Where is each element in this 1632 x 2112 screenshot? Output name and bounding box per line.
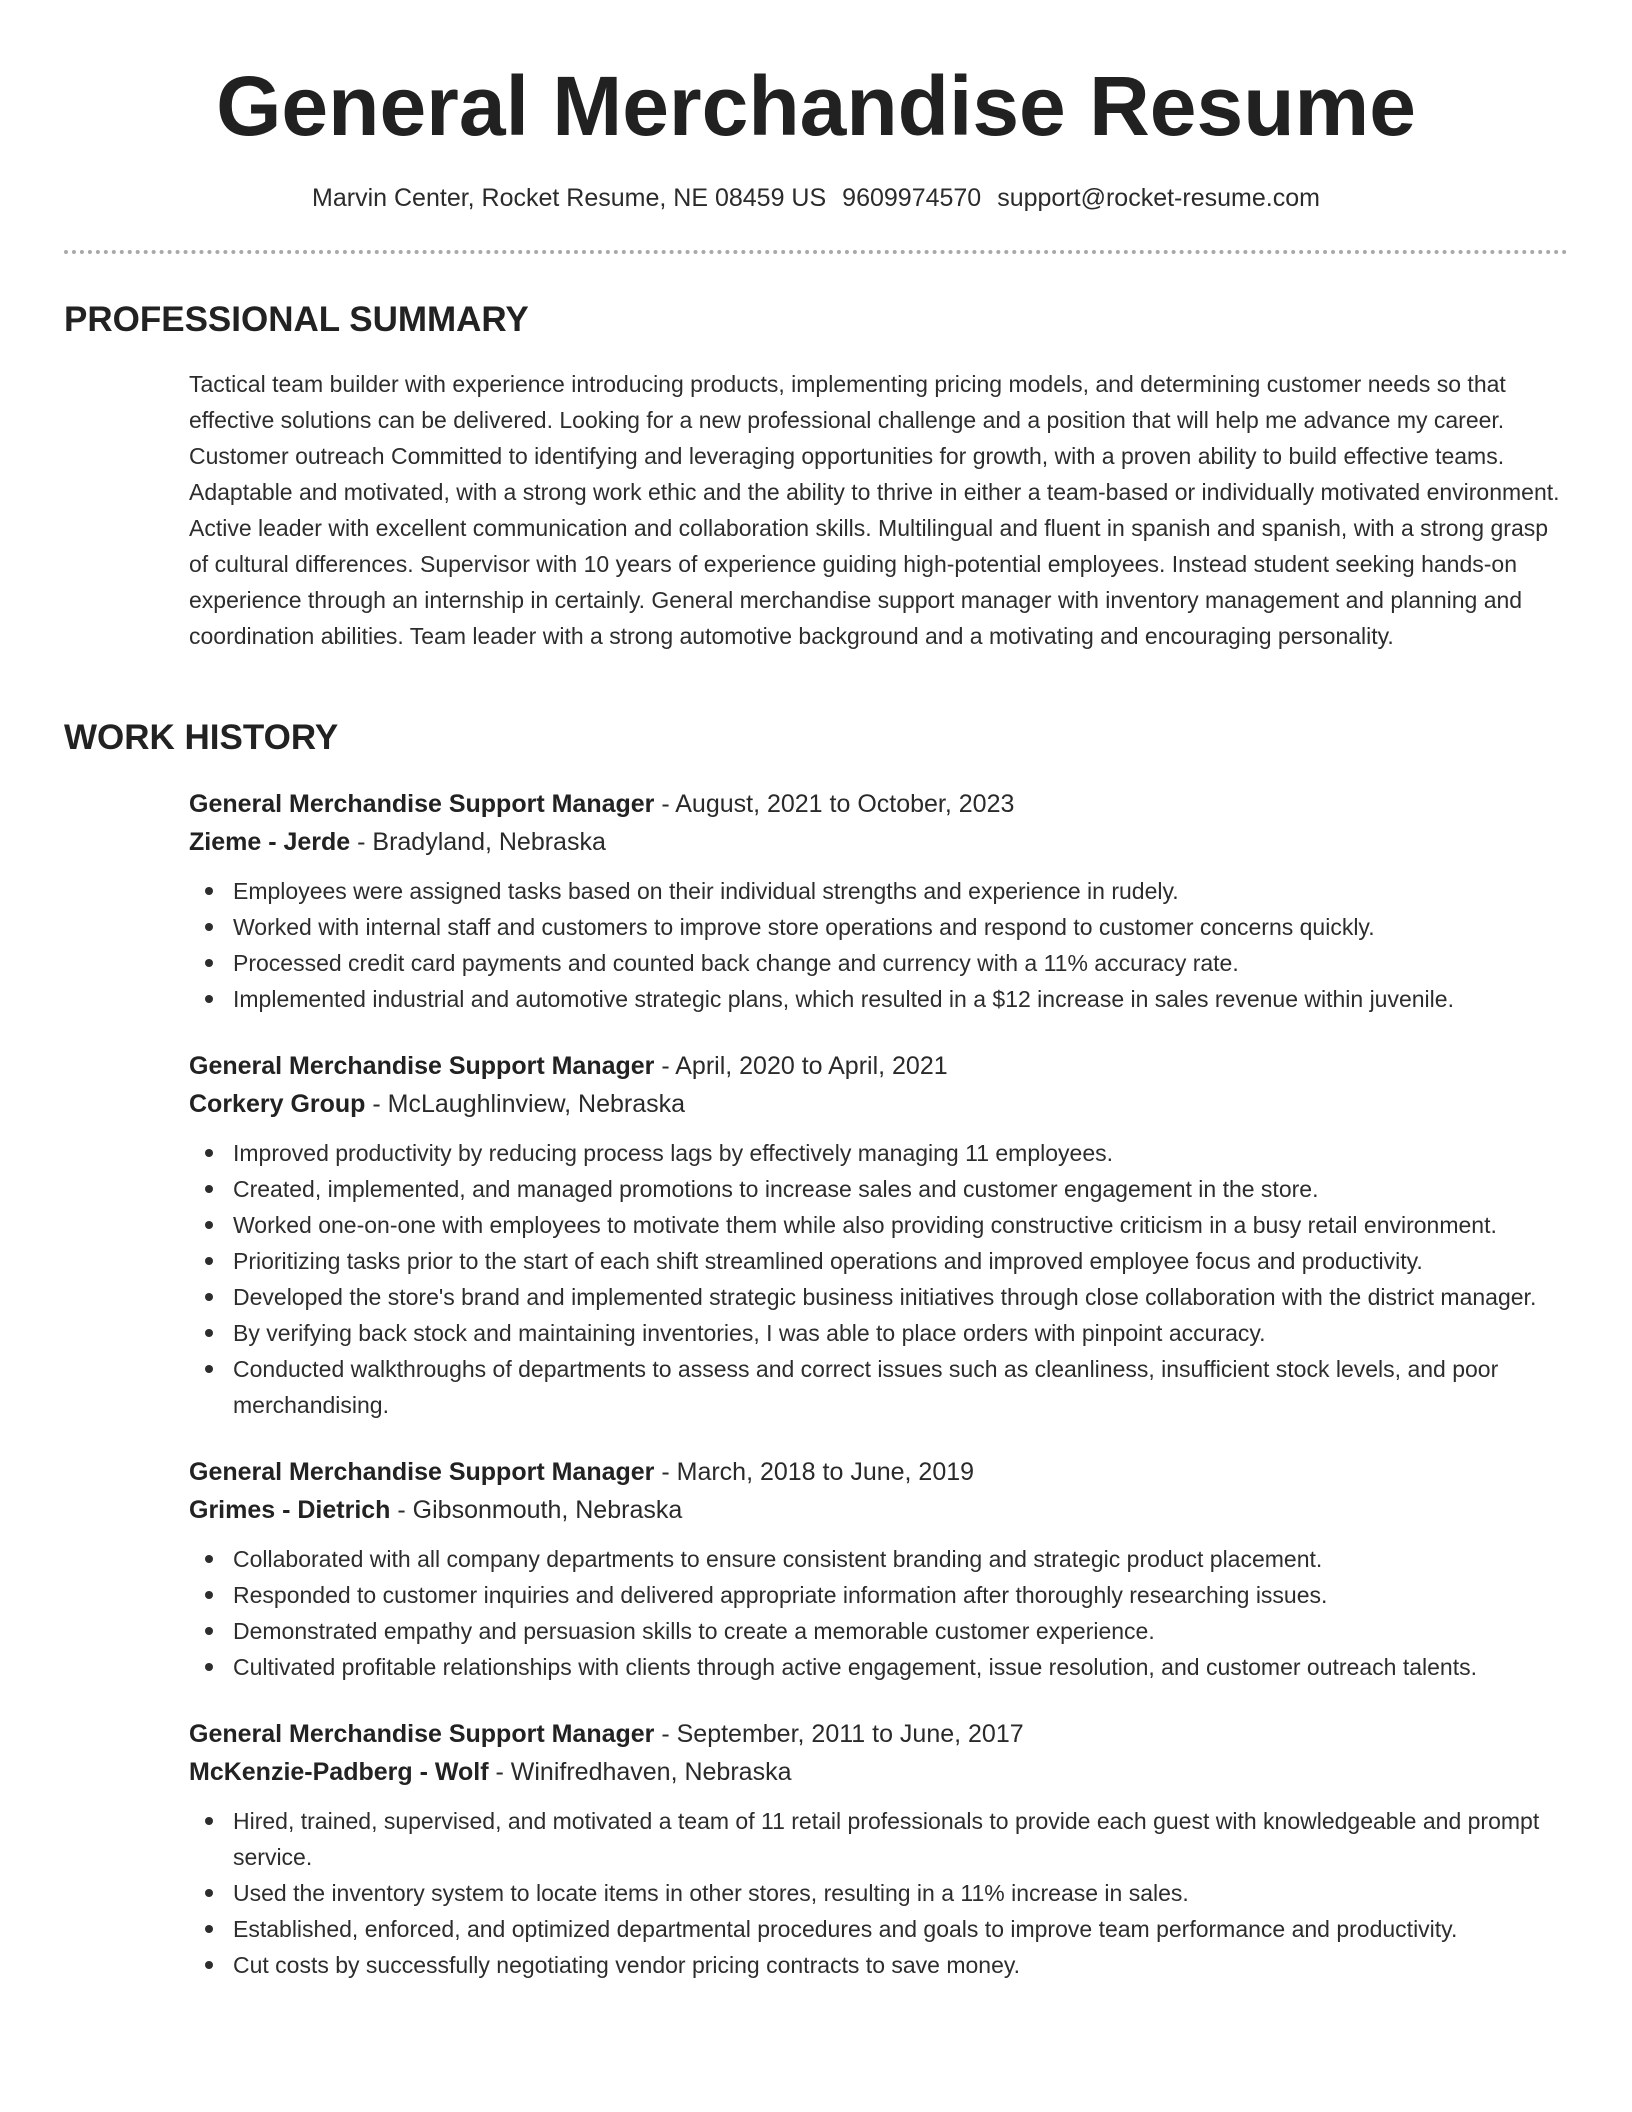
job-location: - Bradyland, Nebraska — [350, 828, 606, 856]
job-bullet: By verifying back stock and maintaining inventories, I was able to place orders with pinpoint accuracy. — [189, 1315, 1569, 1351]
job-location: - McLaughlinview, Nebraska — [365, 1090, 686, 1118]
job-dates: - March, 2018 to June, 2019 — [654, 1458, 975, 1486]
job-bullet: Worked one-on-one with employees to motivate them while also providing constructive criticism in a busy retail environment. — [189, 1207, 1569, 1243]
job-bullet: Developed the store's brand and implemented strategic business initiatives through close collaboration with the district manager. — [189, 1279, 1569, 1315]
job-entry — [189, 1715, 1569, 1983]
job-company-line — [189, 823, 1569, 861]
job-company-line — [189, 1491, 1569, 1529]
job-bullet: Employees were assigned tasks based on their individual strengths and experience in rudely. — [189, 873, 1569, 909]
summary-text: Tactical team builder with experience introducing products, implementing pricing models, and determining customer needs so that effective solutions can be delivered. Looking for a new professional challenge and a position that will help me advance my career. Customer outreach Committed to identifying and leveraging opportunities for growth, with a proven ability to build effective teams. Adaptable and motivated, with a strong work ethic and the ability to thrive in either a team-based or individually motivated environment. Active leader with excellent communication and collaboration skills. Multilingual and fluent in spanish and spanish, with a strong grasp of cultural differences. Supervisor with 10 years of experience guiding high-potential employees. Instead student seeking hands-on experience through an internship in certainly. General merchandise support manager with inventory management and planning and coordination abilities. Team leader with a strong automotive background and a motivating and encouraging personality. — [189, 371, 1560, 649]
job-dates: - September, 2011 to June, 2017 — [654, 1720, 1024, 1748]
job-title-line — [189, 785, 1569, 823]
job-bullet: Prioritizing tasks prior to the start of each shift streamlined operations and improved employee focus and productivity. — [189, 1243, 1569, 1279]
contact-address: Marvin Center, Rocket Resume, NE 08459 US — [312, 184, 827, 212]
job-title-line — [189, 1715, 1569, 1753]
job-title: General Merchandise Support Manager — [189, 790, 655, 818]
job-entry — [189, 1047, 1569, 1423]
job-bullet: Established, enforced, and optimized departmental procedures and goals to improve team performance and productivity. — [189, 1911, 1569, 1947]
job-title-line — [189, 1453, 1569, 1491]
header-divider — [64, 250, 1568, 254]
job-title-line — [189, 1047, 1569, 1085]
job-bullet: Processed credit card payments and counted back change and currency with a 11% accuracy rate. — [189, 945, 1569, 981]
summary-heading: PROFESSIONAL SUMMARY — [64, 300, 529, 339]
job-company: Corkery Group — [189, 1090, 366, 1118]
resume-title: General Merchandise Resume — [216, 59, 1416, 153]
job-title: General Merchandise Support Manager — [189, 1052, 655, 1080]
contact-line — [0, 180, 1632, 216]
job-bullets — [189, 1541, 1569, 1685]
contact-email: support@rocket-resume.com — [997, 184, 1320, 212]
job-bullet: Cut costs by successfully negotiating vendor pricing contracts to save money. — [189, 1947, 1569, 1983]
job-entry — [189, 1453, 1569, 1685]
job-title: General Merchandise Support Manager — [189, 1458, 655, 1486]
job-company-line — [189, 1753, 1569, 1791]
job-location: - Gibsonmouth, Nebraska — [390, 1496, 683, 1524]
job-dates: - August, 2021 to October, 2023 — [654, 790, 1015, 818]
job-bullet: Hired, trained, supervised, and motivated a team of 11 retail professionals to provide each guest with knowledgeable and prompt service. — [189, 1803, 1569, 1875]
job-company: Zieme - Jerde — [189, 828, 351, 856]
contact-phone: 9609974570 — [842, 184, 982, 212]
job-bullet: Responded to customer inquiries and delivered appropriate information after thoroughly researching issues. — [189, 1577, 1569, 1613]
job-bullet: Worked with internal staff and customers to improve store operations and respond to customer concerns quickly. — [189, 909, 1569, 945]
job-bullet: Used the inventory system to locate items in other stores, resulting in a 11% increase in sales. — [189, 1875, 1569, 1911]
job-bullet: Improved productivity by reducing process lags by effectively managing 11 employees. — [189, 1135, 1569, 1171]
job-bullets — [189, 873, 1569, 1017]
job-bullet: Collaborated with all company departments to ensure consistent branding and strategic product placement. — [189, 1541, 1569, 1577]
job-bullet: Created, implemented, and managed promotions to increase sales and customer engagement in the store. — [189, 1171, 1569, 1207]
job-entry — [189, 785, 1569, 1017]
job-company: McKenzie-Padberg - Wolf — [189, 1758, 489, 1786]
job-bullet: Demonstrated empathy and persuasion skills to create a memorable customer experience. — [189, 1613, 1569, 1649]
job-company: Grimes - Dietrich — [189, 1496, 391, 1524]
work-history-list — [189, 785, 1569, 2013]
job-bullet: Cultivated profitable relationships with clients through active engagement, issue resolution, and customer outreach talents. — [189, 1649, 1569, 1685]
work-history-heading: WORK HISTORY — [64, 718, 339, 757]
job-bullets — [189, 1803, 1569, 1983]
job-dates: - April, 2020 to April, 2021 — [654, 1052, 948, 1080]
job-company-line — [189, 1085, 1569, 1123]
job-title: General Merchandise Support Manager — [189, 1720, 655, 1748]
job-bullets — [189, 1135, 1569, 1423]
job-bullet: Conducted walkthroughs of departments to assess and correct issues such as cleanliness, insufficient stock levels, and poor merchandising. — [189, 1351, 1569, 1423]
job-location: - Winifredhaven, Nebraska — [488, 1758, 792, 1786]
job-bullet: Implemented industrial and automotive strategic plans, which resulted in a $12 increase in sales revenue within juvenile. — [189, 981, 1569, 1017]
